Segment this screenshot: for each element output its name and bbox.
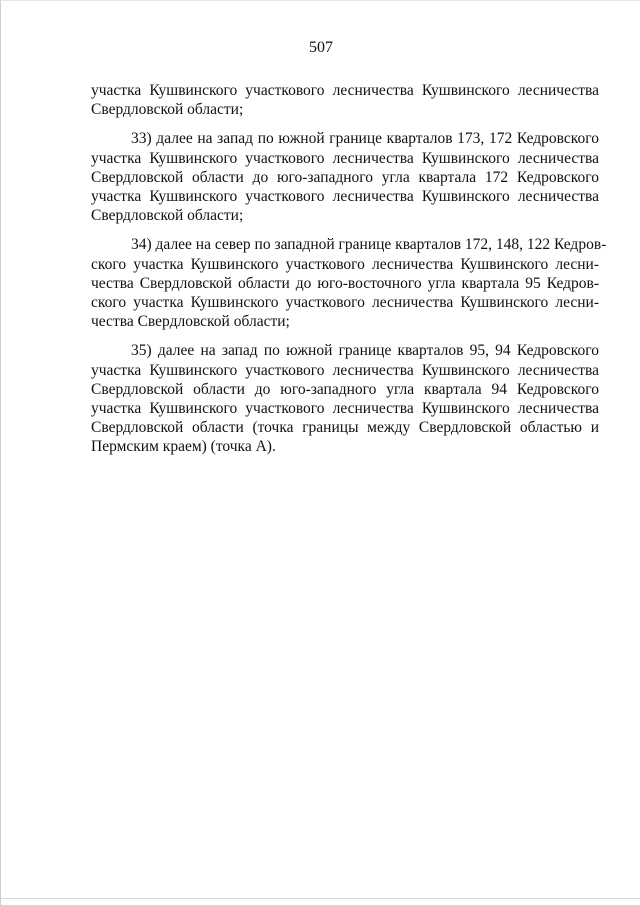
text-line: участка Кушвинского участкового лесничества Кушвинского лесничества: [91, 82, 599, 99]
paragraph-continuation: [91, 81, 599, 119]
page-number: 507: [309, 39, 333, 56]
text-line: Свердловской области;: [91, 101, 244, 119]
text-line: Свердловской области до юго-западного угла квартала 172 Кедровского: [91, 168, 599, 186]
text-line: участка Кушвинского участкового лесничества Кушвинского лесничества: [91, 149, 599, 167]
text-line: чества Свердловской области;: [91, 313, 290, 331]
text-line: Свердловской области (точка границы между Свердловской областью и: [91, 419, 599, 437]
scan-edge-line: [1, 898, 640, 899]
text-line: 35) далее на запад по южной границе кварталов 95, 94 Кедровского: [131, 342, 599, 360]
text-line: участка Кушвинского участкового лесничества Кушвинского лесничества: [91, 400, 599, 418]
text-line: ского участка Кушвинского участкового лесничества Кушвинского лесни-: [91, 255, 599, 273]
text-line: Свердловской области;: [91, 207, 244, 225]
paragraph-item-33: [91, 129, 599, 225]
text-line: участка Кушвинского участкового лесничества Кушвинского лесничества: [91, 188, 599, 206]
text-line: ского участка Кушвинского участкового лесничества Кушвинского лесни-: [91, 294, 599, 312]
text-line: Свердловской области до юго-западного угла квартала 94 Кедровского: [91, 380, 599, 398]
text-line: чества Свердловской области до юго-восточного угла квартала 95 Кедров-: [91, 274, 599, 292]
document-body: [91, 81, 607, 457]
text-line: 34) далее на север по западной границе кварталов 172, 148, 122 Кедров-: [131, 236, 607, 254]
paragraph-item-35: [91, 341, 599, 456]
paragraph-item-34: [91, 235, 607, 331]
text-line: 33) далее на запад по южной границе кварталов 173, 172 Кедровского: [131, 130, 599, 148]
text-line: участка Кушвинского участкового лесничества Кушвинского лесничества: [91, 361, 599, 379]
text-line: Пермским краем) (точка А).: [91, 438, 276, 456]
